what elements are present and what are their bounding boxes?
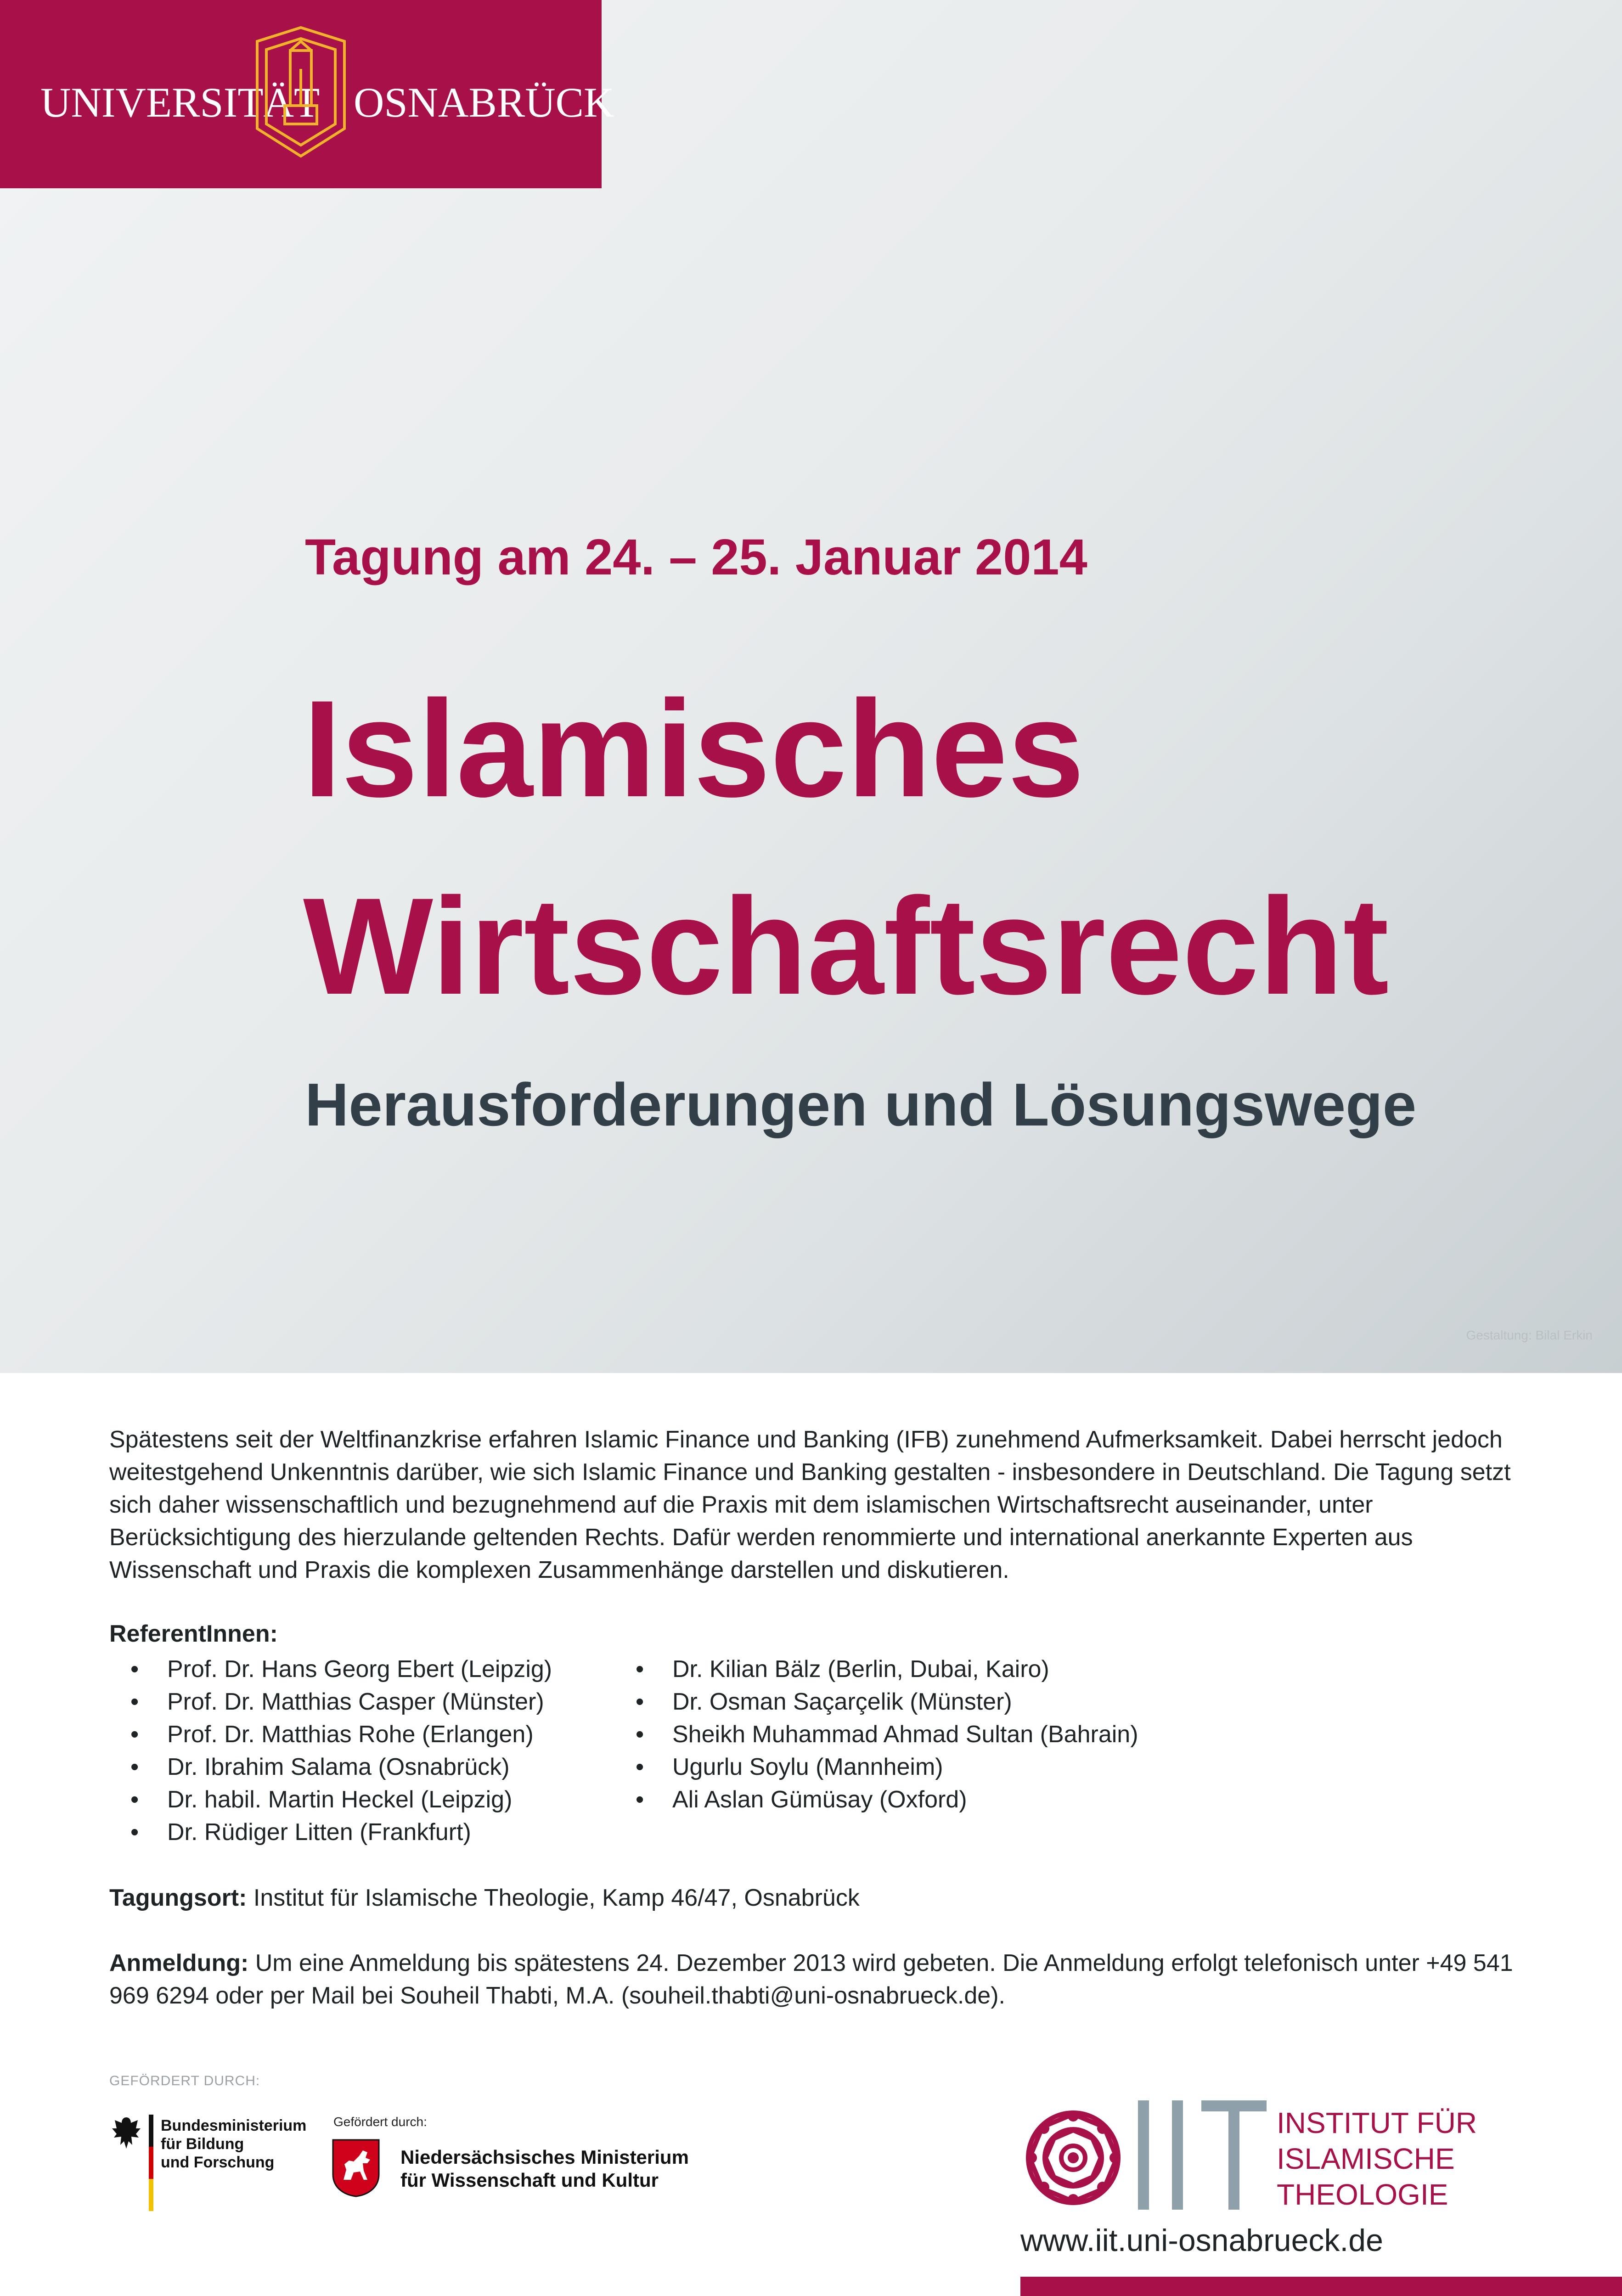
list-item: • Dr. Ibrahim Salama (Osnabrück) [109,1751,552,1784]
bmbf-line-2: für Bildung [161,2135,244,2153]
design-credit: Gestaltung: Bilal Erkin [1466,1328,1593,1342]
list-item: • Dr. Rüdiger Litten (Frankfurt) [109,1816,552,1849]
list-item: • Prof. Dr. Matthias Rohe (Erlangen) [109,1718,552,1751]
federal-eagle-icon [110,2115,142,2151]
event-subtitle: Herausforderungen und Lösungswege [305,1071,1417,1138]
list-item: • Prof. Dr. Hans Georg Ebert (Leipzig) [109,1653,552,1686]
university-crest-icon [248,23,354,161]
venue-label: Tagungsort: [109,1885,247,1911]
nds-funded-label: Gefördert durch: [333,2115,427,2129]
institute-line-3: THEOLOGIE [1277,2178,1448,2211]
registration-label: Anmeldung: [109,1950,249,1976]
iit-letters-icon [1138,2098,1267,2212]
logo-text-left: UNIVERSITÄT [40,79,320,126]
intro-text [109,1424,1515,1587]
institute-name [1277,2105,1477,2212]
venue-info [109,1882,1515,1914]
event-date: Tagung am 24. – 25. Januar 2014 [305,529,1087,585]
logo-text-right: OSNABRÜCK [354,79,614,126]
bmbf-name [161,2116,306,2172]
university-logo [0,0,614,188]
bmbf-line-1: Bundesministerium [161,2117,307,2134]
registration-info [109,1947,1515,2012]
intro-paragraph: Spätestens seit der Weltfinanzkrise erfahren Islamic Finance und Banking (IFB) zunehmend Aufmerksamkeit. Dabei herrscht jedoch weitestgehend Unkenntnis darüber, wie sich Islamic Finance und Banking gestalten - insbesondere in Deutschland. Die Tagung setzt sich daher wissenschaftlich und bezugnehmend auf die Praxis mit dem islamischen Wirtschaftsrecht auseinander, unter Berücksichtigung des hierzulande geltenden Rechts. Dafür werden renommierte und international anerkannte Experten aus Wissenschaft und Praxis die komplexen Zusammenhänge darstellen und diskutieren. [109,1426,1511,1583]
institute-url[interactable]: www.iit.uni-osnabrueck.de [1020,2223,1383,2258]
speakers-heading: ReferentInnen: [109,1621,278,1647]
event-title-line-2: Wirtschaftsrecht [303,869,1389,1023]
lower-saxony-horse-icon [331,2138,381,2197]
bmbf-line-3: und Forschung [161,2154,275,2171]
list-item: • Dr. habil. Martin Heckel (Leipzig) [109,1784,552,1816]
list-item: • Ugurlu Soylu (Mannheim) [614,1751,1138,1784]
nds-line-2: für Wissenschaft und Kultur [400,2169,659,2191]
bottom-accent-bar [1020,2277,1622,2296]
iit-ornament-icon [1020,2105,1126,2211]
list-item: • Sheikh Muhammad Ahmad Sultan (Bahrain) [614,1718,1138,1751]
speakers-list-right [614,1653,1138,1816]
nds-line-1: Niedersächsisches Ministerium [400,2146,689,2168]
german-flag-icon [149,2115,153,2211]
venue-text: Institut für Islamische Theologie, Kamp 46/47, Osnabrück [247,1885,860,1911]
list-item: • Prof. Dr. Matthias Casper (Münster) [109,1686,552,1718]
institute-line-2: ISLAMISCHE [1277,2142,1455,2175]
event-title-line-1: Islamisches [303,671,1085,826]
institute-line-1: INSTITUT FÜR [1277,2106,1477,2139]
nds-ministry-name [400,2146,689,2192]
speakers-list-left [109,1653,552,1849]
list-item: • Dr. Kilian Bälz (Berlin, Dubai, Kairo) [614,1653,1138,1686]
funded-by-heading: GEFÖRDERT DURCH: [109,2073,260,2088]
list-item: • Ali Aslan Gümüsay (Oxford) [614,1784,1138,1816]
list-item: • Dr. Osman Saçarçelik (Münster) [614,1686,1138,1718]
registration-text: Um eine Anmeldung bis spätestens 24. Dezember 2013 wird gebeten. Die Anmeldung erfolgt telefonisch unter +49 541 969 6294 oder per Mail bei Souheil Thabti, M.A. (souheil.thabti@uni-osnabrueck.de). [109,1950,1513,2009]
